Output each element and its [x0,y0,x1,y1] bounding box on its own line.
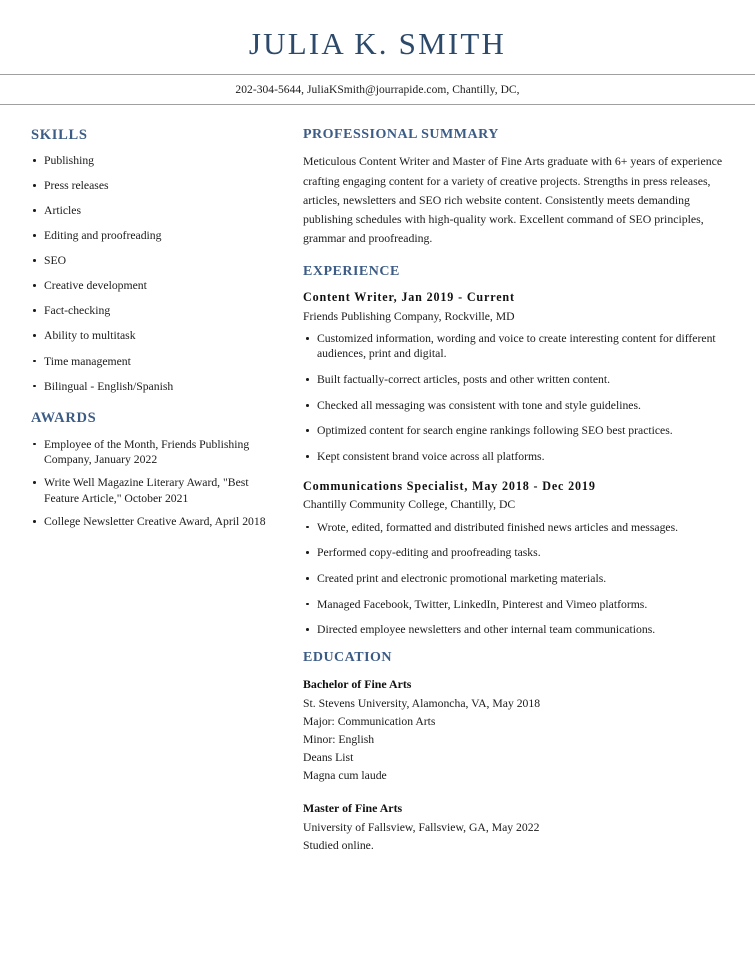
job-title: Communications Specialist, May 2018 - Dec 2019 [303,478,596,493]
job-bullets [303,331,735,465]
list-item: Kept consistent brand voice across all platforms. [303,449,735,465]
list-item: Customized information, wording and voice to create interesting content for different audiences, print and digital. [303,331,735,362]
job-bullets [303,520,735,638]
education-entry [303,800,735,855]
education-section [303,650,735,855]
job-title: Content Writer, Jan 2019 - Current [303,289,515,304]
awards-section [31,410,266,530]
experience-entry [303,479,735,638]
summary-text: Meticulous Content Writer and Master of Fine Arts graduate with 6+ years of experience crafting engaging content for a variety of creative projects. Strengths in press releases, articles, newsletters and SEO rich website content. Consistently meets demanding publishing schedules with high-quality work. Excellent command of SEO principles, grammar and proofreading. [303,154,723,245]
degree-title: Bachelor of Fine Arts [303,676,412,691]
education-detail: University of Fallsview, Fallsview, GA, May 2022 [303,820,540,834]
degree-title: Master of Fine Arts [303,800,403,815]
list-item: Time management [31,354,266,370]
list-item: Checked all messaging was consistent with tone and style guidelines. [303,398,735,414]
list-item: Editing and proofreading [31,228,266,244]
resume-header [0,0,755,74]
skills-section [31,127,266,395]
education-detail: Studied online. [303,838,374,852]
list-item: Articles [31,203,266,219]
awards-heading: AWARDS [31,410,97,427]
education-detail: Minor: English [303,733,375,747]
skills-list [31,153,266,394]
list-item: SEO [31,253,266,269]
education-detail: Major: Communication Arts [303,715,436,728]
education-entry [303,676,735,786]
list-item: Creative development [31,278,266,294]
resume-body [0,105,755,871]
list-item: Built factually-correct articles, posts and other written content. [303,372,735,388]
job-company: Chantilly Community College, Chantilly, DC [303,498,516,512]
list-item: Managed Facebook, Twitter, LinkedIn, Pinterest and Vimeo platforms. [303,597,735,613]
list-item: Press releases [31,178,266,194]
list-item: Fact-checking [31,303,266,319]
list-item: Created print and electronic promotional marketing materials. [303,571,735,587]
list-item: Directed employee newsletters and other internal team communications. [303,622,735,638]
awards-list [31,437,266,531]
summary-section [303,127,735,248]
education-detail: Magna cum laude [303,769,387,783]
list-item: Ability to multitask [31,328,266,344]
list-item: College Newsletter Creative Award, April 2018 [31,514,266,530]
education-detail: St. Stevens University, Alamoncha, VA, May 2018 [303,696,541,710]
job-company: Friends Publishing Company, Rockville, MD [303,309,515,323]
summary-heading: PROFESSIONAL SUMMARY [303,126,499,142]
list-item: Optimized content for search engine rankings following SEO best practices. [303,423,735,439]
list-item: Publishing [31,153,266,169]
list-item: Employee of the Month, Friends Publishing Company, January 2022 [31,437,266,469]
list-item: Wrote, edited, formatted and distributed finished news articles and messages. [303,520,735,536]
skills-heading: SKILLS [31,126,88,143]
left-column [31,127,284,546]
list-item: Performed copy-editing and proofreading tasks. [303,545,735,561]
experience-entry [303,290,735,465]
education-detail: Deans List [303,751,354,765]
list-item: Bilingual - English/Spanish [31,379,266,395]
education-heading: EDUCATION [303,650,393,666]
list-item: Write Well Magazine Literary Award, "Best Feature Article," October 2021 [31,475,266,507]
contact-line: 202-304-5644, JuliaKSmith@jourrapide.com, Chantilly, DC, [235,83,520,96]
experience-section [303,264,735,638]
right-column [284,127,735,871]
experience-heading: EXPERIENCE [303,263,400,279]
page-title: JULIA K. SMITH [248,26,507,61]
